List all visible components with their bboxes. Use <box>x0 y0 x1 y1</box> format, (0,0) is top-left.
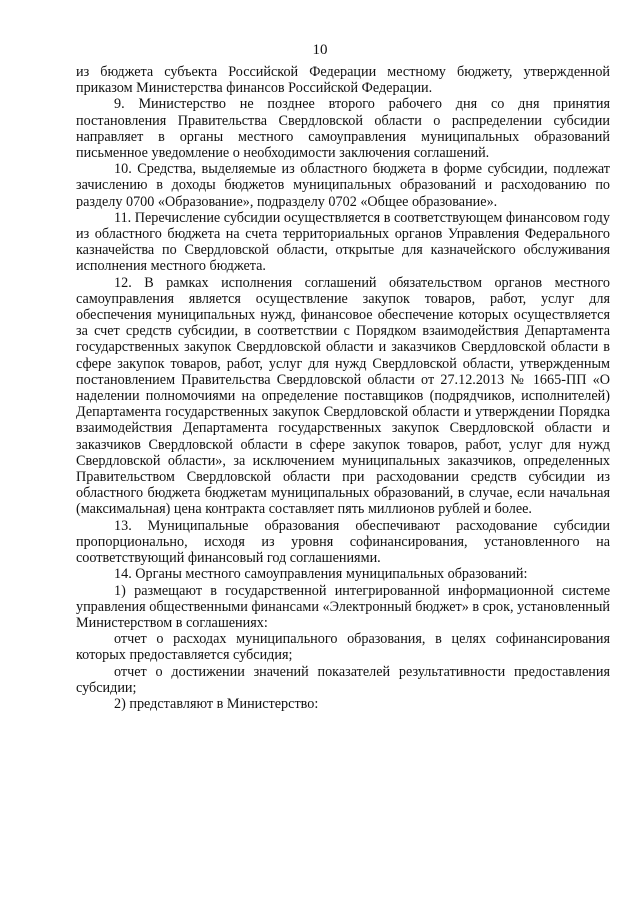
paragraph-clause-11: 11. Перечисление субсидии осуществляется в соответствующем финансовом году из областного бюджета на счета территориальных органов Управления Федерального казначейства по Свердловской области, открытые для казначейского обслуживания исполнения местного бюджета. <box>76 209 610 275</box>
page-number: 10 <box>312 42 328 58</box>
paragraph-subclause-1: 1) размещают в государственной интегрированной информационной системе управления общественными финансами «Электронный бюджет» в срок, установленный Министерством в соглашениях: <box>76 582 611 631</box>
paragraph-subclause-2: 2) представляют в Министерство: <box>114 695 319 712</box>
paragraph-clause-13: 13. Муниципальные образования обеспечивают расходование субсидии пропорционально, исходя из уровня софинансирования, установленного на соответствующий финансовый год соглашениями. <box>76 517 610 567</box>
paragraph-clause-14: 14. Органы местного самоуправления муниципальных образований: <box>114 566 528 583</box>
paragraph-clause-9: 9. Министерство не позднее второго рабочего дня со дня принятия постановления Правительства Свердловской области о распределении субсидии направляет в органы местного самоуправления муниципальных образований письменное уведомление о необходимости заключения соглашений. <box>76 96 610 162</box>
paragraph-continuation: из бюджета субъекта Российской Федерации местному бюджету, утвержденной приказом Министерства финансов Российской Федерации. <box>76 64 610 97</box>
paragraph-clause-10: 10. Средства, выделяемые из областного бюджета в форме субсидии, подлежат зачислению в доходы бюджетов муниципальных образований и расходованию по разделу 0700 «Образование», подразделу 0702 «Общее образование». <box>76 161 610 210</box>
paragraph-clause-12: 12. В рамках исполнения соглашений обязательством органов местного самоуправления является осуществление закупок товаров, работ, услуг для обеспечения муниципальных нужд, финансовое обеспечение которых осуществляется за счет средств субсидии, в соответствии с Порядком взаимодействия Департамента государственных закупок Свердловской области и заказчиков Свердловской области в сфере закупок товаров, работ, услуг для нужд Свердловской области, утвержденным постановлением Правительства Свердловской области от 27.12.2013 № 1665-ПП «О наделении полномочиями на определение поставщиков (подрядчиков, исполнителей) Департамента государственных закупок Свердловской области и утверждении Порядка взаимодействия Департамента государственных закупок Свердловской области и заказчиков Свердловской области в сфере закупок товаров, работ, услуг для нужд Свердловской области», за исключением муниципальных заказчиков, определенных Правительством Свердловской области при расходовании средств субсидии из областного бюджета бюджетам муниципальных образований, в случае, если начальная (максимальная) цена контракта составляет пять миллионов рублей и более. <box>76 274 610 518</box>
paragraph-report-indicators: отчет о достижении значений показателей результативности предоставления субсидии; <box>76 663 610 696</box>
document-body <box>76 64 610 712</box>
paragraph-report-expenses: отчет о расходах муниципального образования, в целях софинансирования которых предоставляется субсидия; <box>76 631 610 664</box>
